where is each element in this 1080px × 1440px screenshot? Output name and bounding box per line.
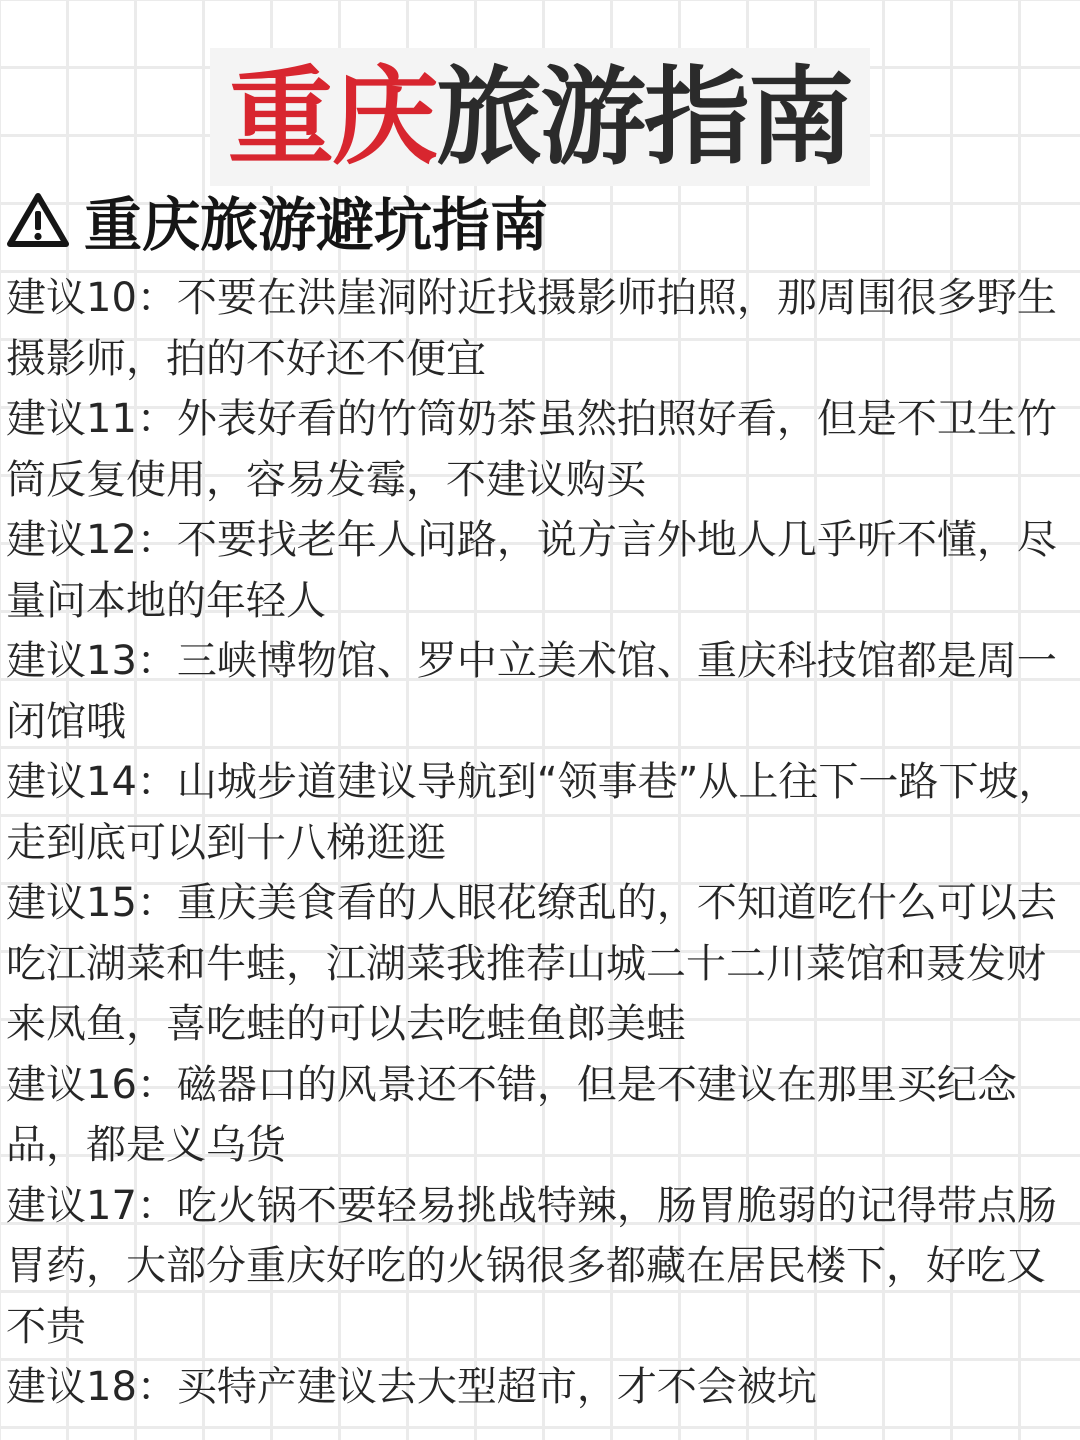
tip-item (6, 1357, 1068, 1418)
tip-item (6, 1055, 1068, 1176)
tip-text: 重庆美食看的人眼花缭乱的，不知道吃什么可以去吃江湖菜和牛蛙，江湖菜我推荐山城二十二川菜馆和聂发财来凤鱼，喜吃蛙的可以去吃蛙鱼郎美蛙 (6, 880, 1057, 1047)
tip-item (6, 752, 1068, 873)
tips-list (6, 268, 1068, 1418)
tip-label: 建议15： (6, 880, 177, 926)
page-title (210, 48, 870, 186)
tip-item (6, 873, 1068, 1055)
tip-label: 建议16： (6, 1061, 177, 1108)
tip-item (6, 510, 1068, 631)
tip-text: 外表好看的竹筒奶茶虽然拍照好看，但是不卫生竹筒反复使用，容易发霉，不建议购买 (6, 396, 1057, 503)
tip-item (6, 631, 1068, 752)
tip-text: 不要在洪崖洞附近找摄影师拍照，那周围很多野生摄影师，拍的不好还不便宜 (6, 275, 1057, 382)
tip-label: 建议13： (6, 638, 177, 684)
tip-item (6, 1176, 1068, 1358)
section-heading (6, 180, 548, 260)
tip-label: 建议14： (6, 759, 177, 805)
tip-label: 建议18： (6, 1364, 177, 1410)
tip-item (6, 389, 1068, 510)
page-title-rest: 旅游指南 (436, 56, 852, 179)
page-title-highlight: 重庆 (228, 56, 436, 179)
tip-text: 磁器口的风景还不错，但是不建议在那里买纪念品，都是义乌货 (6, 1061, 1017, 1168)
tip-label: 建议10： (6, 275, 177, 321)
tip-text: 吃火锅不要轻易挑战特辣，肠胃脆弱的记得带点肠胃药，大部分重庆好吃的火锅很多都藏在居民楼下，好吃又不贵 (6, 1182, 1057, 1350)
tip-text: 买特产建议去大型超市，才不会被坑 (176, 1364, 817, 1410)
section-heading-text: 重庆旅游避坑指南 (84, 191, 549, 259)
tip-item (6, 268, 1068, 389)
title-banner (0, 48, 1080, 186)
tip-label: 建议17： (6, 1182, 177, 1229)
tip-text: 不要找老年人问路，说方言外地人几乎听不懂，尽量问本地的年轻人 (6, 517, 1057, 624)
tip-label: 建议11： (6, 396, 177, 442)
tip-text: 山城步道建议导航到“领事巷”从上往下一路下坡，走到底可以到十八梯逛逛 (6, 759, 1059, 866)
warning-icon (6, 192, 70, 248)
tip-label: 建议12： (6, 517, 177, 563)
tip-text: 三峡博物馆、罗中立美术馆、重庆科技馆都是周一闭馆哦 (6, 638, 1057, 745)
